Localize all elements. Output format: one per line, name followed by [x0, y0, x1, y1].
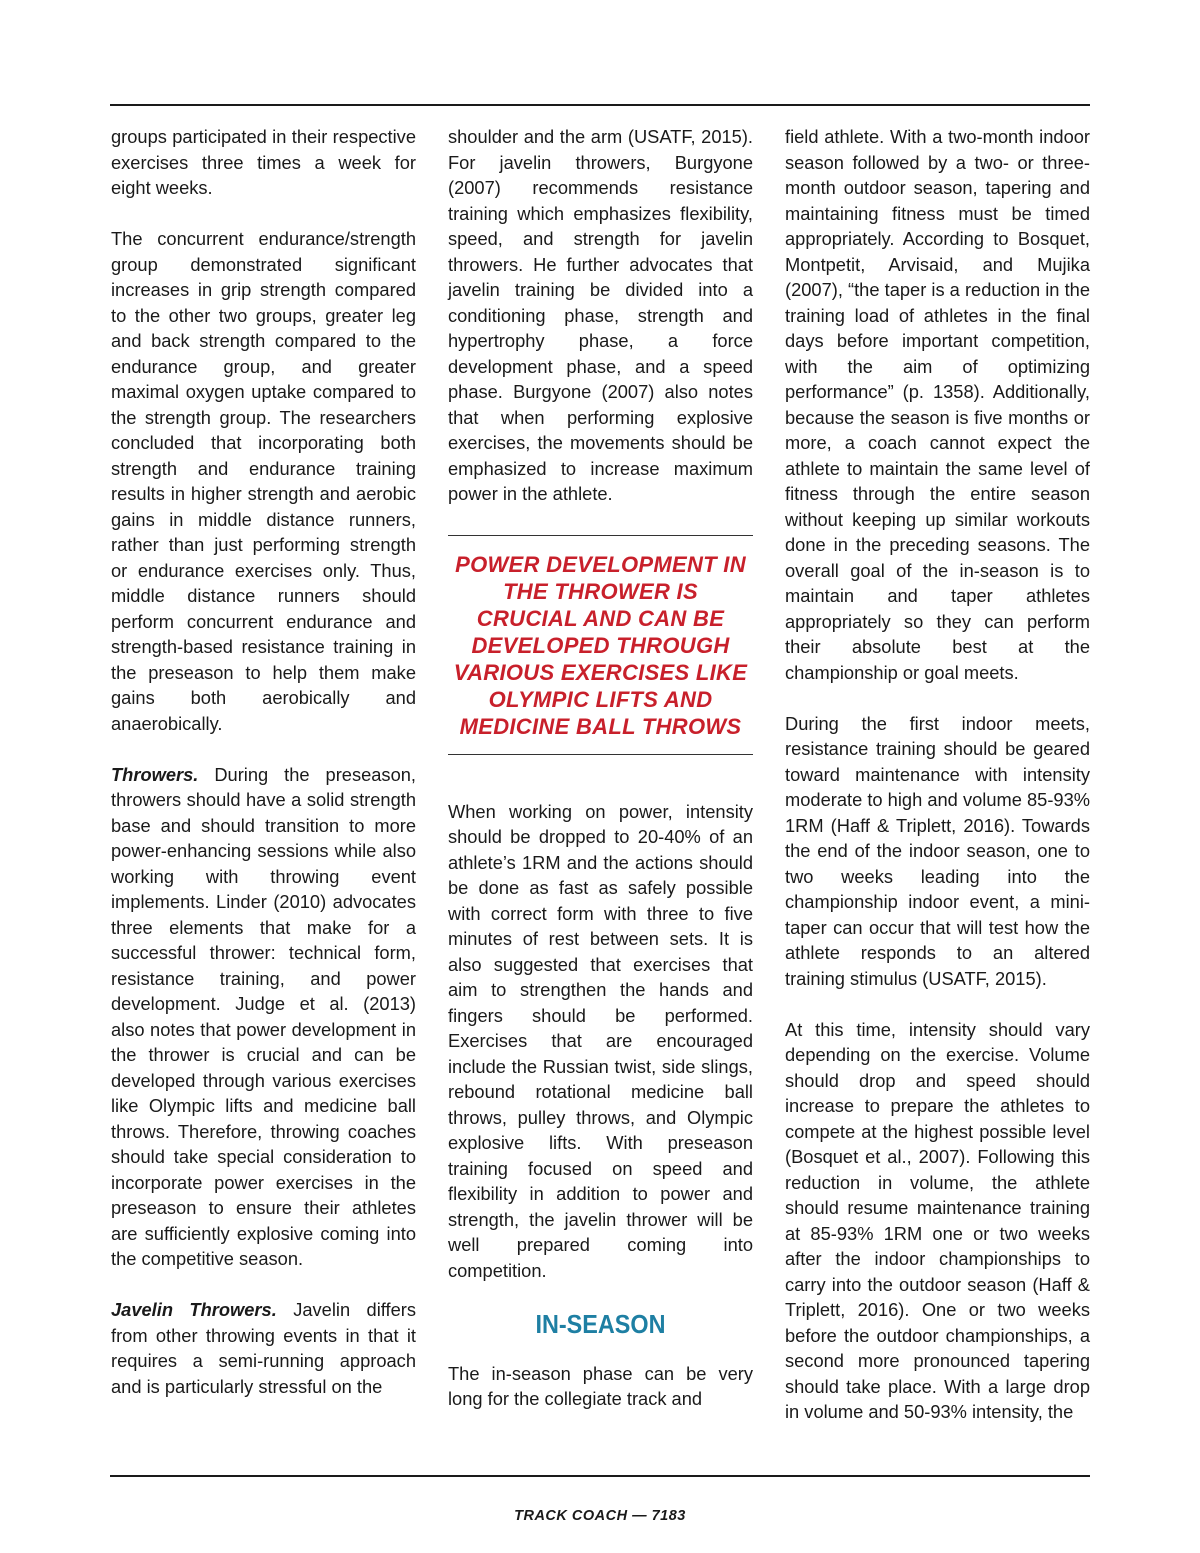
column-1 [111, 124, 416, 1425]
bottom-rule [110, 1475, 1090, 1477]
paragraph-text: During the preseason, throwers should have a solid strength base and should transition to more power-enhancing sessions while also working with throwing event implements. Linder (2010) advocates three elements that make for a successful thrower: technical form, resistance training, and power development. Judge et al. (2013) also notes that power development in the thrower is crucial and can be developed through various exercises like Olympic lifts and medicine ball throws. Therefore, throwing coaches should take special consideration to incorporate power exercises in the preseason to ensure their athletes are sufficiently explosive coming into the competitive season. [111, 763, 416, 1269]
paragraph: shoulder and the arm (USATF, 2015). For javelin throwers, Burgyone (2007) recommends resistance training which emphasizes flexibility, speed, and strength for javelin throwers. He further advocates that javelin training be divided into a conditioning phase, strength and hypertrophy phase, a force development phase, and a speed phase. Burgyone (2007) also notes that when performing explosive exercises, the movements should be emphasized to increase maximum power in the athlete. [448, 126, 753, 504]
paragraph: When working on power, intensity should be dropped to 20-40% of an athlete’s 1RM and the actions should be done as fast as safely possible with correct form with three to five minutes of rest between sets. It is also suggested that exercises that aim to strengthen the hands and fingers should be performed. Exercises that are encouraged include the Russian twist, side slings, rebound rotational medicine ball throws, pulley throws, and Olympic explosive lifts. With preseason training focused on speed and flexibility in addition to power and strength, the javelin thrower will be well prepared coming into competition. [448, 800, 753, 1281]
page-footer: TRACK COACH — 7183 [514, 1508, 686, 1524]
paragraph: The in-season phase can be very long for the collegiate track and [448, 1362, 753, 1409]
paragraph-text: Javelin differs from other throwing events in that it requires a semi-running approach and is particularly stressful on the [111, 1299, 416, 1397]
run-in-heading: Throwers. [111, 763, 199, 785]
top-rule [110, 104, 1090, 106]
paragraph [111, 762, 416, 1272]
section-heading: IN-SEASON [535, 1308, 666, 1339]
paragraph: The concurrent endurance/strength group demonstrated significant increases in grip strength compared to the other two groups, greater leg and back strength compared to the endurance group, and greater maximal oxygen uptake compared to the strength group. The researchers concluded that incorporating both strength and endurance training results in higher strength and aerobic gains in middle distance runners, rather than just performing strength or endurance exercises only. Thus, middle distance runners should perform concurrent endurance and strength-based resistance training in the preseason to help them make gains both aerobically and anaerobically. [111, 228, 416, 734]
paragraph: During the first indoor meets, resistance training should be geared toward maintenance with intensity moderate to high and volume 85-93% 1RM (Haff & Triplett, 2016). Towards the end of the indoor season, one to two weeks leading into the championship indoor event, a mini-taper can occur that will test how the athlete responds to an altered training stimulus (USATF, 2015). [785, 712, 1090, 989]
column-3 [785, 124, 1090, 1450]
run-in-heading: Javelin Throwers. [111, 1299, 277, 1320]
paragraph: field athlete. With a two-month indoor season followed by a two- or three-month outdoor season, tapering and maintaining fitness must be timed appropriately. According to Bosquet, Montpetit, Arvisaid, and Mujika (2007), “the taper is a reduction in the training load of athletes in the final days before important competition, with the aim of optimizing performance” (p. 1358). Additionally, because the season is five months or more, a coach cannot expect the athlete to maintain the same level of fitness through the entire season without keeping up similar workouts done in the preceding seasons. The overall goal of the in-season is to maintain and taper athletes appropriately so they can perform their absolute best at the championship or goal meets. [785, 126, 1090, 683]
column-2 [448, 124, 753, 1437]
paragraph: At this time, intensity should vary depending on the exercise. Volume should drop and speed should increase to prepare the athletes to compete at the highest possible level (Bosquet et al., 2007). Following this reduction in volume, the athlete should resume maintenance training at 85-93% 1RM one or two weeks after the indoor championships to carry into the outdoor season (Haff & Triplett, 2016). One or two weeks before the outdoor championships, a second more pronounced tapering should take place. With a large drop in volume and 50-93% intensity, the [785, 1018, 1090, 1422]
paragraph [111, 1297, 416, 1399]
pull-quote: POWER DEVELOPMENT IN THE THROWER IS CRUCIAL AND CAN BE DEVELOPED THROUGH VARIOUS EXERCISES LIKE OLYMPIC LIFTS AND MEDICINE BALL THROWS [448, 535, 753, 755]
paragraph: groups participated in their respective exercises three times a week for eight weeks. [111, 126, 416, 198]
